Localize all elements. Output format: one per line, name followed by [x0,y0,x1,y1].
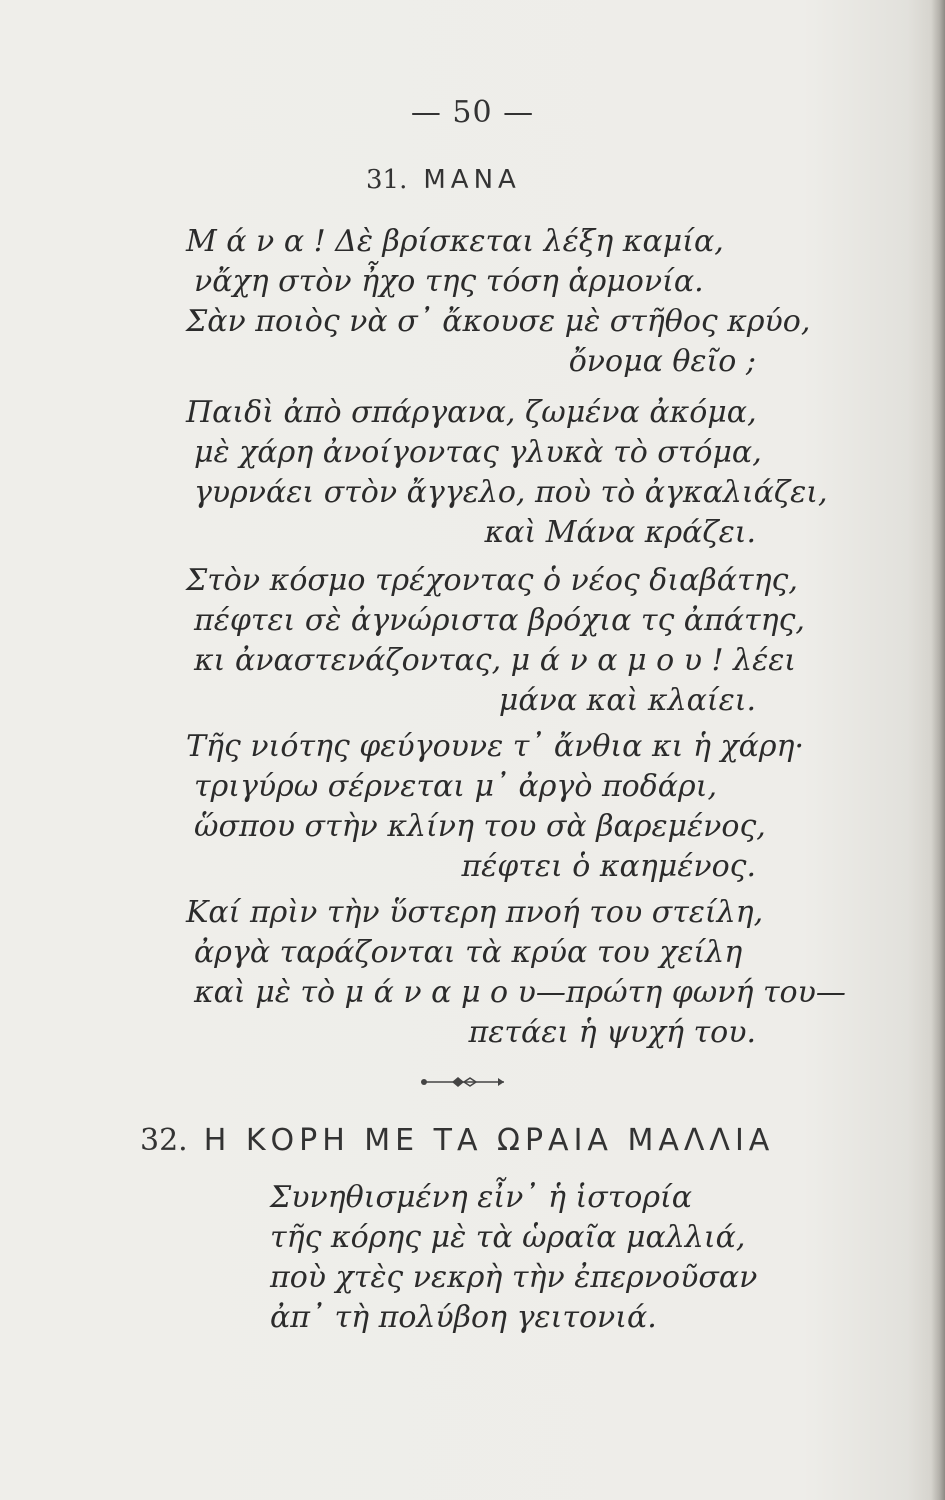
verse-line: ποὺ χτὲς νεκρὴ τὴν ἐπερνοῦσαν [270,1260,758,1295]
stanza [270,1178,758,1338]
verse-line-refrain: ὄνομα θεῖο ; [568,344,756,379]
poem-number: 31. [366,165,408,195]
verse-line: κι ἀναστενάζοντας, μ ά ν α μ ο υ ! λέει [194,643,797,678]
poem-number: 32. [140,1123,188,1158]
verse-line: Στὸν κόσμο τρέχοντας ὁ νέος διαβάτης, [186,563,798,598]
verse-line: γυρνάει στὸν ἄγγελο, ποὺ τὸ ἀγκαλιάζει, [194,475,828,510]
verse-line: τριγύρω σέρνεται μ᾽ ἀργὸ ποδάρι, [194,769,717,804]
verse-line-refrain: μάνα καὶ κλαίει. [498,683,756,718]
stanza [186,893,846,1053]
poem-title-32 [140,1123,774,1158]
stanza [186,727,805,887]
verse-line: Καί πρὶν τὴν ὕστερη πνοή του στείλη, [186,895,764,930]
poem-title-31 [366,165,521,195]
poem-title-text: ΜΑΝΑ [423,165,521,195]
verse-line: Τῆς νιότης φεύγουνε τ᾽ ἄνθια κι ἡ χάρη· [186,729,805,764]
verse-line: πέφτει σὲ ἀγνώριστα βρόχια τς ἀπάτης, [194,603,805,638]
verse-line: Παιδὶ ἀπὸ σπάργανα, ζωμένα ἀκόμα, [186,395,757,430]
poem-title-text: Η ΚΟΡΗ ΜΕ ΤΑ ΩΡΑΙΑ ΜΑΛΛΙΑ [203,1123,775,1158]
page-number: — 50 — [410,95,535,130]
verse-line: τῆς κόρης μὲ τὰ ὡραῖα μαλλιά, [270,1220,746,1255]
verse-line: νἄχη στὸν ἦχο της τόση ἁρμονία. [194,264,704,299]
stanza [186,222,811,382]
stanza [186,561,805,721]
verse-line-refrain: πέφτει ὁ καημένος. [461,849,756,884]
verse-line: μὲ χάρη ἀνοίγοντας γλυκὰ τὸ στόμα, [194,435,762,470]
verse-line: Μ ά ν α ! Δὲ βρίσκεται λέξη καμία, [186,224,724,259]
page-edge-shadow [931,0,945,1500]
verse-line: Συνηθισμένη εἶν᾽ ἡ ἱστορία [270,1180,693,1215]
verse-line: Σὰν ποιὸς νὰ σ᾽ ἄκουσε μὲ στῆθος κρύο, [186,304,811,339]
stanza [186,393,828,553]
verse-line-refrain: καὶ Μάνα κράζει. [484,515,756,550]
verse-line: καὶ μὲ τὸ μ ά ν α μ ο υ—πρώτη φωνή του— [194,975,846,1010]
verse-line: ἀπ᾽ τὴ πολύβοη γειτονιά. [270,1300,657,1335]
ornament-divider-icon [418,1074,508,1090]
verse-line-refrain: πετάει ἡ ψυχή του. [468,1015,756,1050]
verse-line: ὥσπου στὴν κλίνη του σὰ βαρεμένος, [194,809,766,844]
verse-line: ἀργὰ ταράζονται τὰ κρύα του χείλη [194,935,743,970]
